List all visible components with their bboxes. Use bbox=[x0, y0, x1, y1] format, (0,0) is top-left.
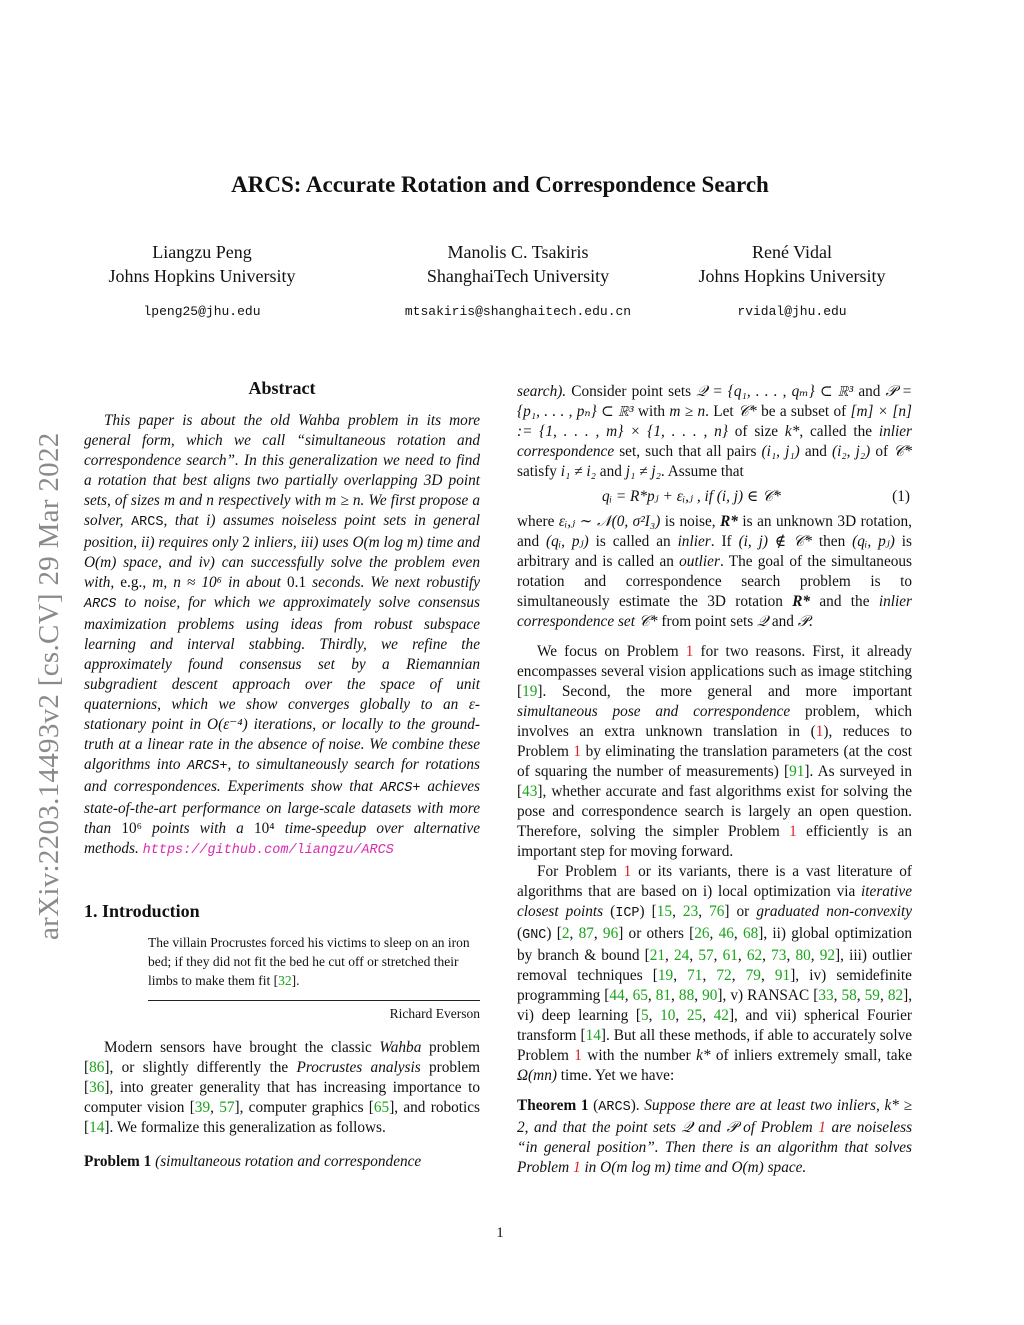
citation-link[interactable]: 58 bbox=[841, 987, 857, 1004]
author-block-2 bbox=[358, 240, 678, 324]
problem-link[interactable]: 1 bbox=[685, 643, 694, 660]
equation-expression: qᵢ = R*pⱼ + εᵢ,ⱼ , if (i, j) ∈ 𝒞* bbox=[602, 488, 781, 505]
paper-title: ARCS: Accurate Rotation and Correspondence Search bbox=[231, 172, 769, 197]
left-column bbox=[84, 378, 480, 1172]
citation-link[interactable]: 79 bbox=[745, 967, 761, 984]
citation-link[interactable]: 62 bbox=[746, 947, 763, 964]
problem-link[interactable]: 1 bbox=[789, 823, 797, 840]
author-block-1 bbox=[42, 240, 362, 324]
citation-link[interactable]: 72 bbox=[716, 967, 732, 984]
citation-link[interactable]: 46 bbox=[718, 925, 734, 942]
citation-link[interactable]: 76 bbox=[709, 903, 725, 920]
author-name: Liangzu Peng bbox=[152, 242, 252, 262]
problem-body-continued: where εᵢ,ⱼ ∼ 𝒩(0, σ²I₃) is noise, R* is an unknown 3D rotation, and (qᵢ, pⱼ) is called an inlier. If (i, j) ∉ 𝒞* then (qᵢ, pⱼ) is arbitrary and is called an outlier. The goal of the simultaneous rotation and correspondence search problem is to simultaneously estimate the 3D rotation R* and the inlier correspondence set 𝒞* from point sets 𝒬 and 𝒫. bbox=[517, 513, 912, 630]
literature-paragraph: For Problem 1 or its variants, there is a vast literature of algorithms that are based on i) local optimization via iterative closest points (ICP) [15, 23, 76] or graduated non-convexity (GNC) [2, 87, 96] or others [26, 46, 68], ii) global optimization by branch & bound [21, 24, 57, 61, 62, 73, 80, 92], iii) outlier removal techniques [19, 71, 72, 79, 91], iv) semidefinite programming [44, 65, 81, 88, 90], v) RANSAC [33, 58, 59, 82], vi) deep learning [5, 10, 25, 42], and vii) spherical Fourier transform [14]. But all these methods, if able to accurately solve Problem 1 with the number k* of inliers extremely small, take Ω(mn) time. Yet we have: bbox=[517, 863, 913, 1084]
focus-paragraph: We focus on Problem 1 for two reasons. First, it already encompasses several vision applications such as image stitching [19]. Second, the more general and more important simultaneous pose and correspondence problem, which involves an extra unknown translation in (1), reduces to Problem 1 by eliminating the translation parameters (at the cost of squaring the number of measurements) [91]. As surveyed in [43], whether accurate and fast algorithms exist for solving the pose and correspondence search is largely an open question. Therefore, solving the simpler Problem 1 efficiently is an important step for moving forward. bbox=[517, 643, 913, 860]
citation-link[interactable]: 39 bbox=[194, 1099, 211, 1116]
citation-link[interactable]: 92 bbox=[819, 947, 836, 964]
citation-link[interactable]: 80 bbox=[795, 947, 811, 964]
problem-link[interactable]: 1 bbox=[818, 1119, 826, 1136]
citation-link[interactable]: 68 bbox=[742, 925, 759, 942]
citation-link[interactable]: 96 bbox=[602, 925, 619, 942]
author-name: René Vidal bbox=[751, 242, 833, 262]
citation-link[interactable]: 15 bbox=[656, 903, 673, 920]
citation-link[interactable]: 19 bbox=[522, 683, 538, 700]
citation-link[interactable]: 88 bbox=[678, 987, 695, 1004]
citation-link[interactable]: 21 bbox=[649, 947, 666, 964]
arxiv-stamp bbox=[22, 350, 72, 950]
citation-link[interactable]: 71 bbox=[687, 967, 703, 984]
author-email[interactable]: lpeng25@jhu.edu bbox=[143, 304, 261, 319]
author-name: Manolis C. Tsakiris bbox=[447, 242, 589, 262]
epigraph-author: Richard Everson bbox=[389, 1006, 480, 1021]
citation-link[interactable]: 23 bbox=[682, 903, 699, 920]
page-number: 1 bbox=[496, 1225, 504, 1241]
github-link[interactable]: https://github.com/liangzu/ARCS bbox=[142, 843, 394, 858]
citation-link[interactable]: 19 bbox=[657, 967, 674, 984]
intro-paragraph-1: Modern sensors have brought the classic Wahba problem [86], or slightly differently the Procrustes analysis problem [36], into greater generality that has increasing importance to computer vision [39, 57], computer graphics [65], and robotics [14]. We formalize this generalization as follows. bbox=[84, 1039, 481, 1136]
citation-link[interactable]: 32 bbox=[278, 973, 292, 988]
citation-link[interactable]: 87 bbox=[578, 925, 594, 942]
citation-link[interactable]: 86 bbox=[89, 1059, 105, 1076]
author-affiliation: Johns Hopkins University bbox=[698, 266, 886, 286]
arxiv-id-text: arXiv:2203.14493v2 [cs.CV] 29 Mar 2022 bbox=[33, 432, 65, 940]
author-block-3 bbox=[632, 240, 952, 324]
citation-link[interactable]: 43 bbox=[522, 783, 538, 800]
abstract-heading: Abstract bbox=[248, 378, 316, 398]
equation-link[interactable]: 1 bbox=[815, 723, 824, 740]
citation-link[interactable]: 57 bbox=[219, 1099, 235, 1116]
citation-link[interactable]: 73 bbox=[771, 947, 787, 964]
citation-link[interactable]: 14 bbox=[89, 1119, 105, 1136]
right-column bbox=[517, 382, 912, 1178]
problem-link[interactable]: 1 bbox=[573, 743, 582, 760]
citation-link[interactable]: 36 bbox=[89, 1079, 105, 1096]
epigraph-rule bbox=[148, 1000, 480, 1001]
equation-1 bbox=[517, 482, 912, 512]
citation-link[interactable]: 5 bbox=[641, 1007, 649, 1024]
citation-link[interactable]: 42 bbox=[713, 1007, 729, 1024]
citation-link[interactable]: 65 bbox=[632, 987, 648, 1004]
citation-link[interactable]: 26 bbox=[694, 925, 710, 942]
citation-link[interactable]: 57 bbox=[698, 947, 714, 964]
problem-body: search). Consider point sets 𝒬 = {q₁, . . . , qₘ} ⊂ ℝ³ and 𝒫 = {p₁, . . . , pₙ} ⊂ ℝ³ with m ≥ n. Let 𝒞* be a subset of [m] × [n] := {1, . . . , m} × {1, . . . , n} of size k*, called the inlier correspondence set, such that all pairs (i₁, j₁) and (i₂, j₂) of 𝒞* satisfy i₁ ≠ i₂ and j₁ ≠ j₂. Assume that bbox=[517, 383, 913, 480]
citation-link[interactable]: 24 bbox=[674, 947, 690, 964]
problem-link[interactable]: 1 bbox=[574, 1047, 582, 1064]
citation-link[interactable]: 14 bbox=[585, 1027, 601, 1044]
citation-link[interactable]: 91 bbox=[789, 763, 805, 780]
author-email[interactable]: rvidal@jhu.edu bbox=[737, 304, 847, 319]
citation-link[interactable]: 81 bbox=[655, 987, 672, 1004]
citation-link[interactable]: 61 bbox=[722, 947, 738, 964]
citation-link[interactable]: 2 bbox=[561, 925, 570, 942]
author-affiliation: ShanghaiTech University bbox=[426, 266, 610, 286]
citation-link[interactable]: 33 bbox=[818, 987, 834, 1004]
problem-link[interactable]: 1 bbox=[572, 1159, 581, 1176]
problem-statement: Problem 1 (simultaneous rotation and correspondence bbox=[84, 1153, 422, 1170]
equation-number: (1) bbox=[892, 488, 910, 505]
citation-link[interactable]: 59 bbox=[864, 987, 880, 1004]
citation-link[interactable]: 25 bbox=[686, 1007, 703, 1024]
citation-link[interactable]: 44 bbox=[609, 987, 625, 1004]
abstract-text: This paper is about the old Wahba problem in its more general form, which we call “simultaneous rotation and correspondence search”. In this generalization we need to find a rotation that best aligns two partially overlapping 3D point sets, of sizes m and n respectively with m ≥ n. We first propose a solver, ARCS, that i) assumes noiseless point sets in general position, ii) requires only 2 inliers, iii) uses O(m log m) time and O(m) space, and iv) can successfully solve the problem even with, e.g., m, n ≈ 10⁶ in about 0.1 seconds. We next robustify ARCS to noise, for which we approximately solve consensus maximization problems using ideas from robust subspace learning and interval stabbing. Thirdly, we refine the approximately found consensus set by a Riemannian subgradient descent approach over the space of unit quaternions, which we show converges globally to an ε-stationary point in O(ε⁻⁴) iterations, or locally to the ground-truth at a linear rate in the absence of noise. We combine these algorithms into ARCS+, to simultaneously search for rotations and correspondences. Experiments show that ARCS+ achieves state-of-the-art performance on large-scale datasets with more than 10⁶ points with a 10⁴ time-speedup over alternative methods. https://github.com/liangzu/ARCS bbox=[84, 412, 481, 858]
citation-link[interactable]: 91 bbox=[774, 967, 791, 984]
problem-link[interactable]: 1 bbox=[623, 863, 632, 880]
citation-link[interactable]: 65 bbox=[373, 1099, 390, 1116]
citation-link[interactable]: 10 bbox=[660, 1007, 676, 1024]
citation-link[interactable]: 90 bbox=[702, 987, 718, 1004]
author-email[interactable]: mtsakiris@shanghaitech.edu.cn bbox=[404, 304, 632, 319]
author-affiliation: Johns Hopkins University bbox=[108, 266, 296, 286]
epigraph: The villain Procrustes forced his victims to sleep on an iron bed; if they did not fit the bed he cut off or stretched their limbs to make them fit [32]. bbox=[148, 935, 470, 988]
theorem-1: Theorem 1 (ARCS). Suppose there are at least two inliers, k* ≥ 2, and that the point sets 𝒬 and 𝒫 of Problem 1 are noiseless “in general position”. Then there is an algorithm that solves Problem 1 in O(m log m) time and O(m) space. bbox=[517, 1097, 913, 1176]
citation-link[interactable]: 82 bbox=[887, 987, 904, 1004]
intro-heading: 1. Introduction bbox=[84, 901, 200, 921]
